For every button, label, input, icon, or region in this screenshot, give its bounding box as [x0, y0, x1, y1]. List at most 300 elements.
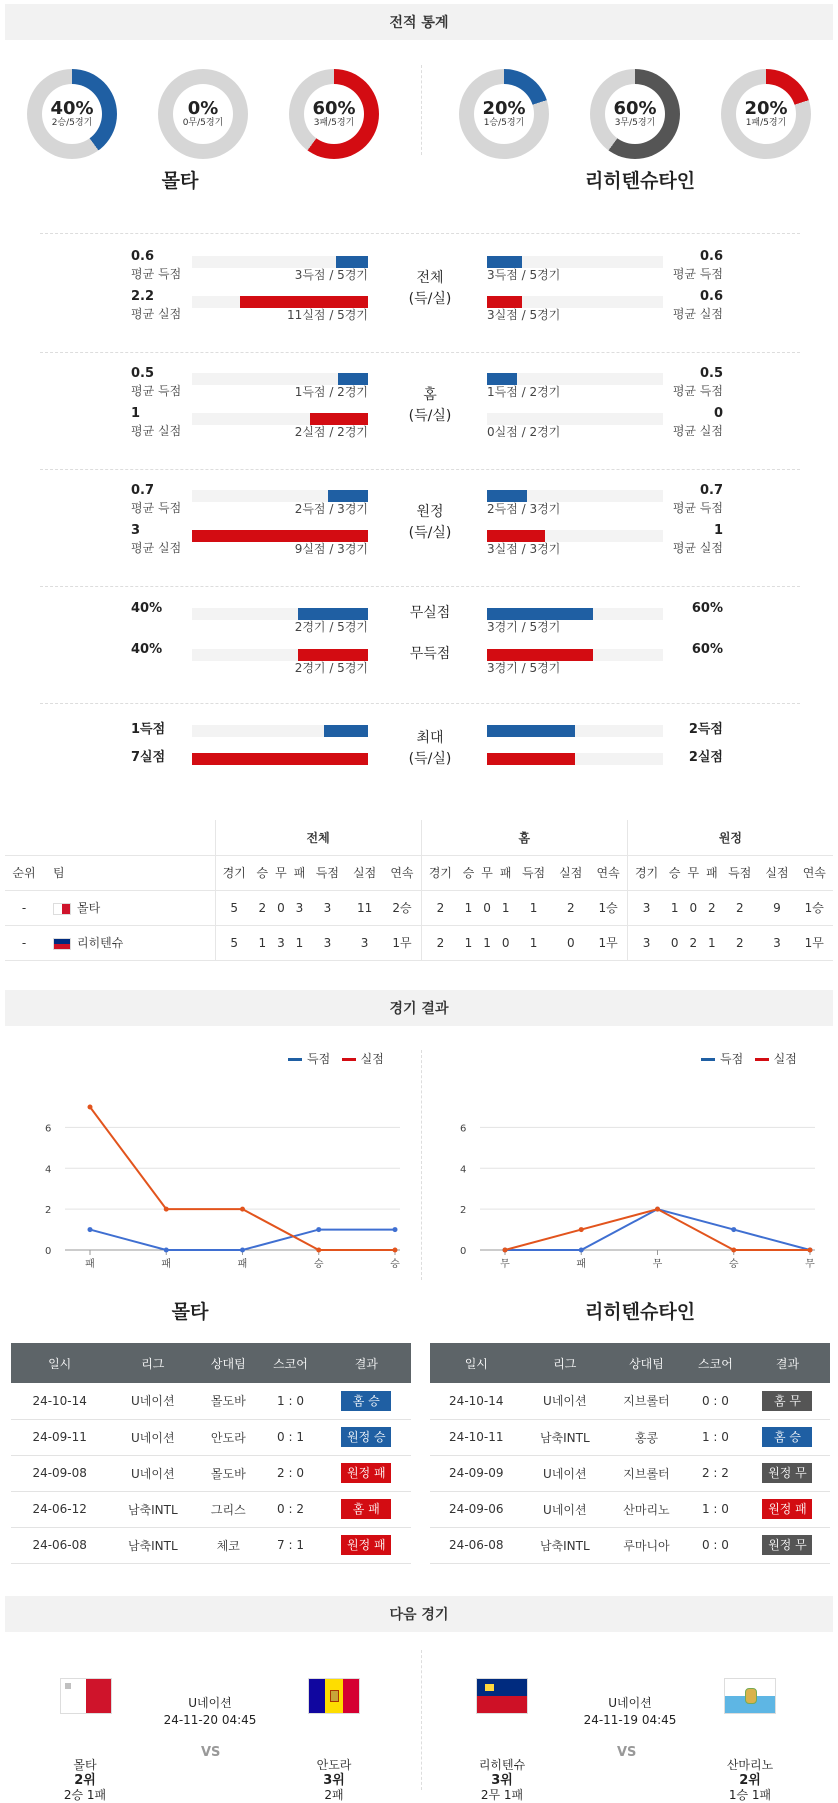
result-badge: 홈 무: [762, 1391, 812, 1411]
donut-chart: [590, 69, 680, 159]
series-line-goals-against: [90, 1107, 395, 1250]
result-badge: 원정 패: [762, 1499, 812, 1519]
results-section-header: 경기 결과: [5, 990, 833, 1026]
vertical-divider: [421, 1650, 422, 1790]
y-tick-label: 0: [45, 1246, 52, 1257]
liechtenstein-flag-icon: [476, 1678, 528, 1714]
column-header: 실점: [552, 855, 589, 890]
x-tick-label: 무: [500, 1259, 510, 1270]
home-stat-caption: 2득점 / 3경기: [294, 502, 368, 516]
donut-caption: 2승/5경기: [51, 118, 93, 128]
result-opp: 지브롤터: [607, 1455, 686, 1491]
donut-chart: [158, 69, 248, 159]
stat-cell: 0: [496, 925, 515, 960]
stat-cell: 1승: [796, 890, 833, 925]
next-home-team: 리히텐슈 3위 2무 1패: [478, 1758, 526, 1802]
column-header: 리그: [523, 1343, 608, 1383]
data-point: [88, 1227, 93, 1232]
home-stat-caption: 2경기 / 5경기: [294, 661, 368, 675]
home-team-name: 몰타: [161, 170, 199, 192]
standings-table: [5, 820, 833, 961]
donut-caption: 1승/5경기: [483, 118, 525, 128]
result-opp: 홍콩: [607, 1419, 686, 1455]
away-stat-value: 2실점: [688, 750, 723, 765]
column-header: 승: [253, 855, 272, 890]
result-score: 0 : 2: [259, 1491, 321, 1527]
y-tick-label: 0: [460, 1246, 467, 1257]
result-badge: 홈 승: [762, 1427, 812, 1447]
san-marino-flag-icon: [724, 1678, 776, 1714]
stat-cell: 1무: [383, 925, 421, 960]
chart-legend-home: 득점 실점: [288, 1050, 384, 1067]
donut-chart: [27, 69, 117, 159]
home-stat-label: 평균 실점: [131, 541, 182, 555]
stat-cell: 0: [665, 925, 684, 960]
result-badge: 원정 패: [341, 1535, 391, 1555]
home-stat-value: 40%: [131, 642, 163, 657]
home-stat-value: 3: [131, 523, 141, 538]
away-stat-label: 평균 득점: [672, 384, 723, 398]
home-stat-bar: [192, 753, 368, 765]
data-point: [393, 1248, 398, 1253]
result-opp: 체코: [197, 1527, 259, 1563]
y-tick-label: 2: [45, 1205, 52, 1217]
result-opp: 산마리노: [607, 1491, 686, 1527]
result-opp: 루마니아: [607, 1527, 686, 1563]
data-point: [240, 1207, 245, 1212]
table-row: [430, 1455, 830, 1491]
column-header: 실점: [346, 855, 383, 890]
result-badge: 홈 승: [341, 1391, 391, 1411]
home-stat-value: 0.7: [131, 483, 155, 498]
donut-percent: 40%: [50, 98, 94, 119]
result-score: 7 : 1: [259, 1527, 321, 1563]
x-tick-label: 무: [805, 1259, 815, 1270]
away-stat-value: 0.7: [699, 483, 723, 498]
result-league: 남축INTL: [108, 1527, 197, 1563]
stat-cell: 3: [309, 890, 346, 925]
stat-cell: 3: [627, 925, 665, 960]
stat-cell: 1: [459, 890, 478, 925]
column-header: 결과: [322, 1343, 411, 1383]
column-header: 득점: [721, 855, 758, 890]
section-divider: [40, 352, 800, 353]
table-row: [11, 1419, 411, 1455]
home-form-chart: [30, 1085, 410, 1270]
data-point: [731, 1227, 736, 1232]
donut-caption: 3무/5경기: [614, 118, 656, 128]
data-point: [393, 1227, 398, 1232]
vs-label: VS: [201, 1745, 221, 1760]
stat-cell: 0: [478, 890, 497, 925]
donut-caption: 1패/5경기: [745, 118, 787, 128]
standings-header-row: [5, 855, 833, 890]
section-divider: [40, 469, 800, 470]
column-header: 상대팀: [607, 1343, 686, 1383]
stat-cell: 0: [684, 890, 703, 925]
stat-cell: 3: [758, 925, 795, 960]
home-stat-label: 평균 득점: [131, 267, 182, 281]
chart-legend-away: 득점 실점: [701, 1050, 797, 1067]
stat-cell: 2: [703, 890, 722, 925]
home-stat-bar: [324, 725, 368, 737]
group-away: 원정: [627, 820, 833, 855]
stat-group-title: 전체: [416, 270, 444, 286]
x-tick-label: 승: [390, 1259, 400, 1270]
data-point: [808, 1248, 813, 1253]
result-league: U네이션: [108, 1419, 197, 1455]
away-stat-caption: 3득점 / 5경기: [487, 268, 561, 282]
away-stat-value: 1: [713, 523, 723, 538]
stat-group-title: 무득점: [409, 646, 451, 662]
column-header: 순위: [5, 855, 43, 890]
result-date: 24-09-06: [430, 1491, 523, 1527]
malta-flag-icon: [60, 1678, 112, 1714]
result-league: 남축INTL: [523, 1527, 608, 1563]
away-stat-value: 0: [713, 406, 723, 421]
table-row: [5, 890, 833, 925]
result-date: 24-06-08: [430, 1527, 523, 1563]
stat-group-subtitle: (득/실): [408, 291, 452, 307]
away-stat-bar: [487, 725, 575, 737]
rank-cell: -: [5, 890, 43, 925]
away-stat-value: 0.6: [699, 289, 723, 304]
result-badge: 원정 무: [762, 1535, 812, 1555]
vertical-divider: [421, 1050, 422, 1280]
table-row: [5, 925, 833, 960]
away-stat-value: 2득점: [688, 722, 723, 737]
donut-chart: [721, 69, 811, 159]
result-badge: 원정 패: [341, 1463, 391, 1483]
column-header: 패: [290, 855, 309, 890]
next-away-team: 안도라 3위 2패: [316, 1758, 352, 1802]
away-stat-caption: 3실점 / 5경기: [487, 308, 561, 322]
result-date: 24-06-08: [11, 1527, 108, 1563]
column-header: 승: [459, 855, 478, 890]
result-date: 24-09-09: [430, 1455, 523, 1491]
stat-cell: 2: [253, 890, 272, 925]
result-badge: 원정 승: [341, 1427, 391, 1447]
result-date: 24-10-14: [11, 1383, 108, 1419]
x-tick-label: 승: [728, 1259, 739, 1270]
away-stat-value: 60%: [691, 601, 723, 616]
result-score: 2 : 2: [686, 1455, 745, 1491]
stat-cell: 1: [703, 925, 722, 960]
result-date: 24-06-12: [11, 1491, 108, 1527]
stat-group-subtitle: (득/실): [408, 408, 452, 424]
column-header: 스코어: [259, 1343, 321, 1383]
column-header: 팀: [43, 855, 215, 890]
donut-percent: 60%: [613, 98, 657, 119]
stat-cell: 1: [665, 890, 684, 925]
result-opp: 안도라: [197, 1419, 259, 1455]
group-total: 전체: [215, 820, 421, 855]
y-tick-label: 4: [45, 1164, 52, 1176]
section-divider: [40, 233, 800, 234]
series-line-goals-for: [505, 1209, 810, 1250]
vs-label: VS: [617, 1745, 637, 1760]
donut-percent: 20%: [482, 98, 526, 119]
home-recent-results-table: [11, 1343, 411, 1564]
stat-cell: 11: [346, 890, 383, 925]
stat-cell: 0: [552, 925, 589, 960]
home-stat-value: 0.6: [131, 249, 155, 264]
team-cell: [43, 925, 215, 960]
stat-cell: 1승: [589, 890, 627, 925]
column-header: 승: [665, 855, 684, 890]
result-score: 0 : 0: [686, 1383, 745, 1419]
away-stat-label: 평균 득점: [672, 501, 723, 515]
home-stat-value: 1: [131, 406, 141, 421]
stat-cell: 1: [515, 890, 552, 925]
y-tick-label: 4: [460, 1164, 467, 1176]
away-stat-value: 0.5: [699, 366, 723, 381]
data-point: [731, 1248, 736, 1253]
data-point: [316, 1227, 321, 1232]
next-match-time: 24-11-20 04:45: [163, 1713, 257, 1727]
result-date: 24-10-11: [430, 1419, 523, 1455]
result-league: U네이션: [108, 1455, 197, 1491]
away-stat-label: 평균 득점: [672, 267, 723, 281]
away-stat-label: 평균 실점: [672, 541, 723, 555]
away-stat-caption: 3실점 / 3경기: [487, 542, 561, 556]
home-stat-value: 0.5: [131, 366, 155, 381]
stat-cell: 3: [290, 890, 309, 925]
stat-cell: 1: [496, 890, 515, 925]
away-stat-caption: 2득점 / 3경기: [487, 502, 561, 516]
stat-cell: 1: [253, 925, 272, 960]
column-header: 일시: [11, 1343, 108, 1383]
stat-group-title: 무실점: [409, 605, 451, 621]
stat-cell: 2: [721, 925, 758, 960]
column-header: 득점: [309, 855, 346, 890]
donut-percent: 60%: [312, 98, 356, 119]
home-stat-caption: 1득점 / 2경기: [294, 385, 368, 399]
stat-cell: 1: [478, 925, 497, 960]
stats-section-header: 전적 통계: [5, 4, 833, 40]
data-point: [240, 1248, 245, 1253]
section-divider: [40, 703, 800, 704]
next-away-team: 산마리노 2위 1승 1패: [726, 1758, 774, 1802]
home-stat-label: 평균 실점: [131, 424, 182, 438]
result-score: 1 : 0: [259, 1383, 321, 1419]
result-score: 1 : 0: [686, 1491, 745, 1527]
home-stat-value: 2.2: [131, 289, 155, 304]
data-point: [579, 1227, 584, 1232]
donut-caption: 3패/5경기: [313, 118, 355, 128]
team-cell: [43, 890, 215, 925]
home-stat-caption: 9실점 / 3경기: [294, 542, 368, 556]
column-header: 득점: [515, 855, 552, 890]
result-badge: 원정 무: [762, 1463, 812, 1483]
stat-cell: 3: [309, 925, 346, 960]
x-tick-label: 패: [161, 1259, 172, 1270]
next-match-league: U네이션: [188, 1696, 232, 1710]
group-home: 홈: [421, 820, 627, 855]
stat-cell: 3: [346, 925, 383, 960]
column-header: 실점: [758, 855, 795, 890]
stat-cell: 2승: [383, 890, 421, 925]
data-point: [88, 1105, 93, 1110]
table-row: [11, 1527, 411, 1563]
data-point: [164, 1248, 169, 1253]
stat-cell: 3: [627, 890, 665, 925]
column-header: 패: [496, 855, 515, 890]
result-score: 0 : 1: [259, 1419, 321, 1455]
result-league: U네이션: [523, 1455, 608, 1491]
data-point: [316, 1248, 321, 1253]
y-tick-label: 6: [45, 1123, 52, 1135]
home-stat-label: 평균 득점: [131, 384, 182, 398]
stat-cell: 2: [721, 890, 758, 925]
next-home-team: 몰타 2위 2승 1패: [63, 1758, 107, 1802]
stat-group-title: 홈: [423, 387, 437, 403]
series-line-goals-for: [90, 1230, 395, 1250]
away-stat-label: 평균 실점: [672, 307, 723, 321]
stat-cell: 0: [272, 890, 291, 925]
table-row: [11, 1491, 411, 1527]
stat-group-title: 최대: [416, 730, 444, 746]
stat-cell: 2: [684, 925, 703, 960]
table-row: [11, 1455, 411, 1491]
stat-cell: 1무: [589, 925, 627, 960]
away-stat-caption: 1득점 / 2경기: [487, 385, 561, 399]
column-header: 패: [703, 855, 722, 890]
x-tick-label: 패: [237, 1259, 248, 1270]
away-stat-label: 평균 실점: [672, 424, 723, 438]
stat-cell: 1: [290, 925, 309, 960]
stat-cell: 5: [215, 925, 253, 960]
column-header: 일시: [430, 1343, 523, 1383]
stat-cell: 5: [215, 890, 253, 925]
vertical-divider: [421, 65, 422, 155]
home-stat-caption: 2경기 / 5경기: [294, 620, 368, 634]
series-line-goals-against: [505, 1209, 810, 1250]
column-header: 연속: [383, 855, 421, 890]
donut-chart: [289, 69, 379, 159]
home-stat-caption: 3득점 / 5경기: [294, 268, 368, 282]
result-date: 24-09-08: [11, 1455, 108, 1491]
rank-cell: -: [5, 925, 43, 960]
next-section-header: 다음 경기: [5, 1596, 833, 1632]
home-stat-value: 1득점: [131, 722, 166, 737]
result-score: 2 : 0: [259, 1455, 321, 1491]
result-opp: 몰도바: [197, 1383, 259, 1419]
result-league: 남축INTL: [523, 1419, 608, 1455]
stat-cell: 2: [552, 890, 589, 925]
team-name: 리히텐슈: [77, 936, 124, 950]
x-tick-label: 승: [313, 1259, 324, 1270]
stat-cell: 2: [421, 925, 459, 960]
column-header: 스코어: [686, 1343, 745, 1383]
donut-percent: 0%: [187, 98, 219, 119]
away-results-title: 리히텐슈타인: [584, 1301, 696, 1323]
stat-cell: 3: [272, 925, 291, 960]
result-opp: 그리스: [197, 1491, 259, 1527]
result-league: 남축INTL: [108, 1491, 197, 1527]
data-point: [655, 1207, 660, 1212]
result-date: 24-09-11: [11, 1419, 108, 1455]
stat-group-subtitle: (득/실): [408, 525, 452, 541]
result-date: 24-10-14: [430, 1383, 523, 1419]
data-point: [503, 1248, 508, 1253]
data-point: [164, 1207, 169, 1212]
x-tick-label: 패: [576, 1259, 587, 1270]
column-header: 경기: [215, 855, 253, 890]
result-league: U네이션: [108, 1383, 197, 1419]
result-badge: 홈 패: [341, 1499, 391, 1519]
home-results-title: 몰타: [171, 1301, 209, 1323]
donut-percent: 20%: [744, 98, 788, 119]
home-stat-value: 40%: [131, 601, 163, 616]
result-score: 0 : 0: [686, 1527, 745, 1563]
liechtenstein-flag-icon: [53, 938, 71, 950]
stat-group-title: 원정: [416, 504, 444, 520]
x-tick-label: 패: [85, 1259, 95, 1270]
away-stat-caption: 0실점 / 2경기: [487, 425, 561, 439]
table-row: [430, 1419, 830, 1455]
column-header: 무: [684, 855, 703, 890]
home-stat-label: 평균 득점: [131, 501, 182, 515]
home-stat-caption: 11실점 / 5경기: [287, 308, 368, 322]
table-row: [11, 1383, 411, 1419]
data-point: [579, 1248, 584, 1253]
column-header: 경기: [421, 855, 459, 890]
away-stat-value: 60%: [691, 642, 723, 657]
column-header: 무: [272, 855, 291, 890]
column-header: 리그: [108, 1343, 197, 1383]
table-row: [430, 1527, 830, 1563]
next-match-league: U네이션: [608, 1696, 652, 1710]
result-league: U네이션: [523, 1491, 608, 1527]
result-opp: 지브롤터: [607, 1383, 686, 1419]
result-opp: 몰도바: [197, 1455, 259, 1491]
away-team-name: 리히텐슈타인: [584, 170, 696, 192]
home-stat-caption: 2실점 / 2경기: [294, 425, 368, 439]
away-stat-caption: 3경기 / 5경기: [487, 620, 561, 634]
result-score: 1 : 0: [686, 1419, 745, 1455]
stat-group-subtitle: (득/실): [408, 751, 452, 767]
away-recent-results-table: [430, 1343, 830, 1564]
away-stat-bar: [487, 753, 575, 765]
away-form-chart: [445, 1085, 825, 1270]
stat-cell: 1: [515, 925, 552, 960]
column-header: 무: [478, 855, 497, 890]
table-row: [430, 1383, 830, 1419]
section-divider: [40, 586, 800, 587]
column-header: 경기: [627, 855, 665, 890]
malta-flag-icon: [53, 903, 71, 915]
stat-cell: 1: [459, 925, 478, 960]
donut-chart: [459, 69, 549, 159]
y-tick-label: 2: [460, 1205, 467, 1217]
next-match-time: 24-11-19 04:45: [583, 1713, 677, 1727]
column-header: 연속: [589, 855, 627, 890]
away-stat-value: 0.6: [699, 249, 723, 264]
stat-cell: 2: [421, 890, 459, 925]
column-header: 상대팀: [197, 1343, 259, 1383]
stat-cell: 1무: [796, 925, 833, 960]
donut-caption: 0무/5경기: [182, 118, 224, 128]
y-tick-label: 6: [460, 1123, 467, 1135]
away-stat-caption: 3경기 / 5경기: [487, 661, 561, 675]
column-header: 결과: [745, 1343, 830, 1383]
home-stat-label: 평균 실점: [131, 307, 182, 321]
andorra-flag-icon: [308, 1678, 360, 1714]
column-header: 연속: [796, 855, 833, 890]
result-league: U네이션: [523, 1383, 608, 1419]
home-stat-value: 7실점: [131, 750, 166, 765]
